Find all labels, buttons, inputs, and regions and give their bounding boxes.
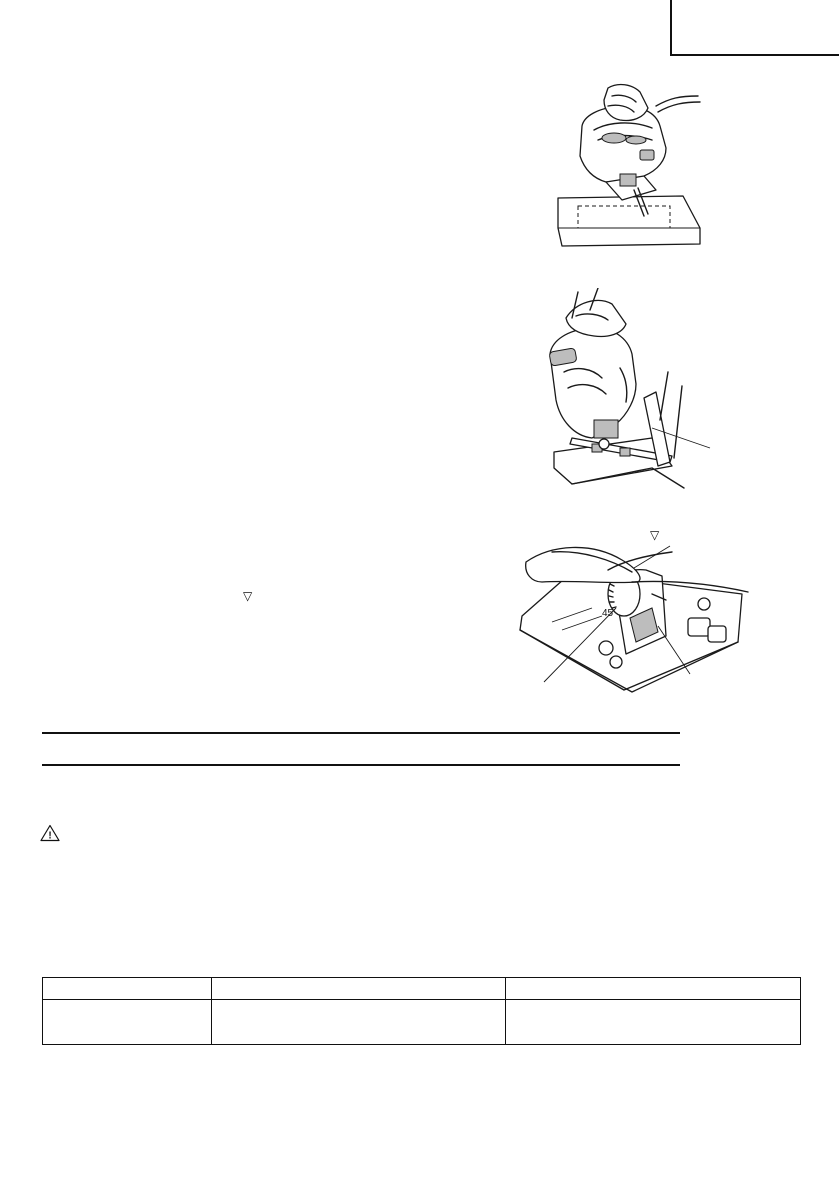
table-row [43, 1000, 801, 1045]
workpiece-board [558, 196, 700, 246]
table-cell [43, 1000, 212, 1045]
cover-arm [526, 547, 640, 582]
section-rule-bottom [42, 764, 680, 766]
spec-table [42, 977, 801, 1045]
scale-number: 45 [602, 608, 614, 619]
table-header-cell [43, 978, 212, 1000]
table-cell [212, 1000, 506, 1045]
table-header-cell [212, 978, 506, 1000]
figure-bevel-scale [512, 522, 762, 702]
jigsaw-body [550, 328, 636, 438]
leader-line-triangle [634, 546, 670, 568]
hand [604, 85, 648, 121]
warning-icon [40, 824, 60, 842]
figure-plunge-cut [548, 78, 708, 250]
figure-guide-cut [532, 288, 722, 498]
triangle-marker-icon: ▽ [650, 528, 660, 542]
svg-text:!: ! [48, 830, 52, 842]
table-cell [506, 1000, 801, 1045]
section-rule-top [42, 732, 680, 734]
table-header-cell [506, 978, 801, 1000]
table-header-row [43, 978, 801, 1000]
language-tab [670, 0, 839, 56]
triangle-marker-icon: ▽ [243, 589, 253, 603]
